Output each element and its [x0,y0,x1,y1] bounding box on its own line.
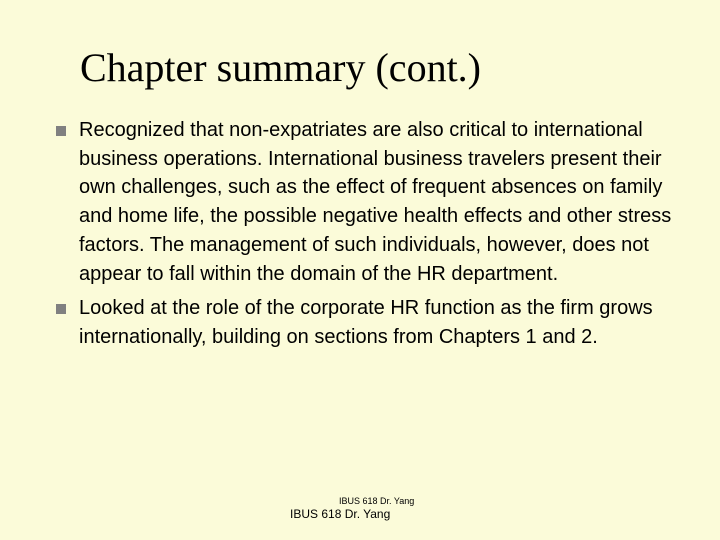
square-bullet-icon [56,126,66,136]
footer-small-text: IBUS 618 Dr. Yang [339,496,415,506]
bullet-item [56,116,696,288]
bullet-text: Looked at the role of the corporate HR function as the firm grows internationally, building on sections from Chapters 1 and 2. [79,297,653,348]
bullet-text: Recognized that non-expatriates are also critical to international business operations. International business travelers present their own challenges, such as the effect of frequent absences on family and home life, the possible negative health effects and other stress factors. The management of such individuals, however, does not appear to fall within the domain of the HR department. [79,119,672,285]
square-bullet-icon [56,304,66,314]
bullet-list [56,116,696,358]
bullet-item [56,294,696,351]
slide-title: Chapter summary (cont.) [80,45,481,90]
footer-text: IBUS 618 Dr. Yang [290,507,391,521]
